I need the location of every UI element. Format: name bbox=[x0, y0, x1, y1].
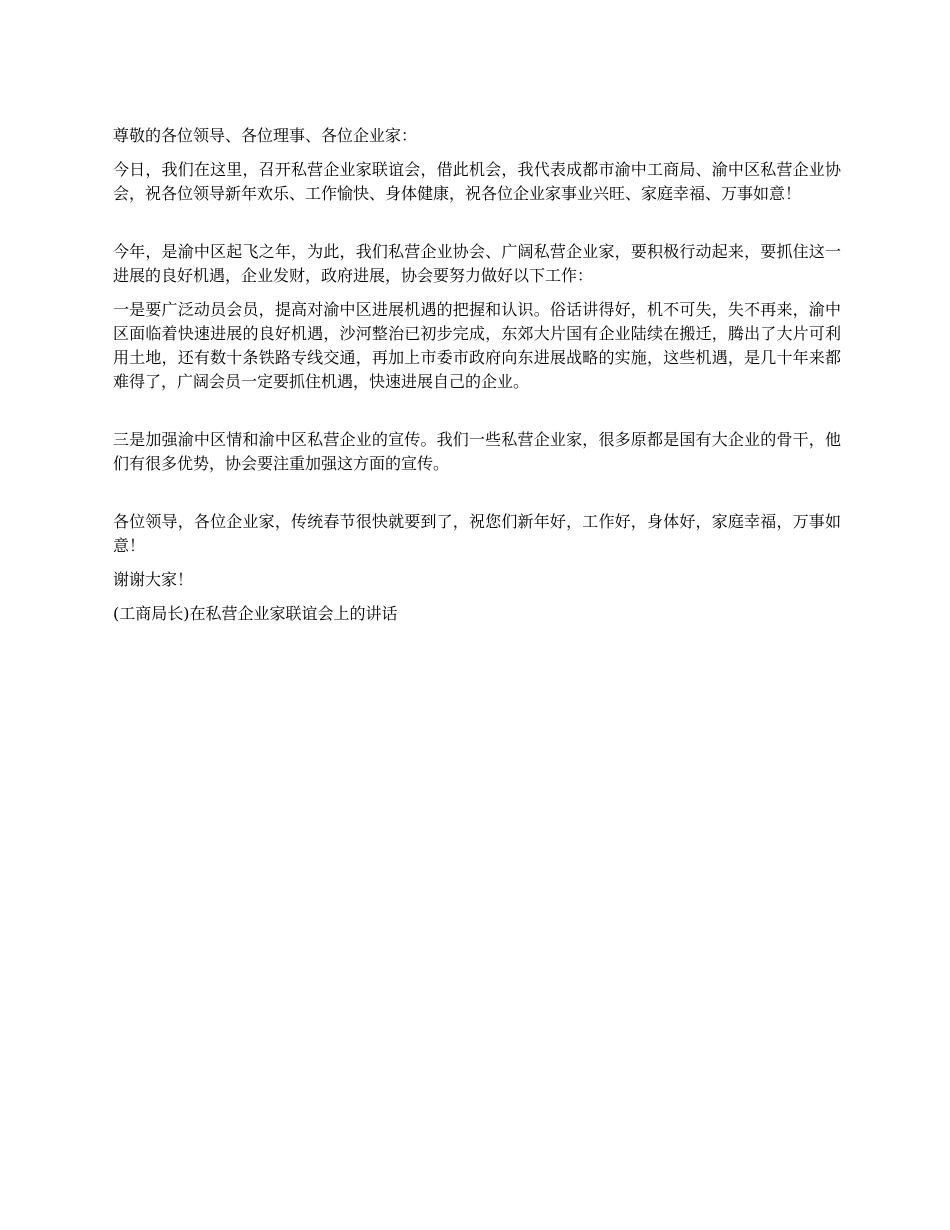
paragraph-point-one: 一是要广泛动员会员，提高对渝中区进展机遇的把握和认识。俗话讲得好，机不可失，失不再来，渝中区面临着快速进展的良好机遇，沙河整治已初步完成，东郊大片国有企业陆续在搬迁，腾出了大片可利用土地，还有数十条铁路专线交通，再加上市委市政府向东进展战略的实施，这些机遇，是几十年来都难得了，广阔会员一定要抓住机遇，快速进展自己的企业。 bbox=[113, 300, 841, 391]
spacer bbox=[113, 592, 841, 602]
paragraph-closing-wishes: 各位领导，各位企业家，传统春节很快就要到了，祝您们新年好，工作好，身体好，家庭幸福，万事如意！ bbox=[113, 512, 841, 555]
spacer bbox=[113, 394, 841, 428]
spacer bbox=[113, 476, 841, 510]
speech-title-line: (工商局长)在私营企业家联谊会上的讲话 bbox=[113, 604, 398, 623]
thanks-line: 谢谢大家！ bbox=[113, 570, 194, 589]
paragraph-greeting: 今日，我们在这里，召开私营企业家联谊会，借此机会，我代表成都市渝中工商局、渝中区私营企业协会，祝各位领导新年欢乐、工作愉快、身体健康，祝各位企业家事业兴旺、家庭幸福、万事如意！ bbox=[113, 160, 841, 203]
paragraph-this-year: 今年，是渝中区起飞之年，为此，我们私营企业协会、广阔私营企业家，要积极行动起来，要抓住这一进展的良好机遇，企业发财，政府进展，协会要努力做好以下工作： bbox=[113, 242, 841, 285]
paragraph-point-three: 三是加强渝中区情和渝中区私营企业的宣传。我们一些私营企业家，很多原都是国有大企业的骨干，他们有很多优势，协会要注重加强这方面的宣传。 bbox=[113, 430, 841, 473]
spacer bbox=[113, 558, 841, 568]
document-page bbox=[113, 124, 841, 626]
spacer bbox=[113, 148, 841, 158]
spacer bbox=[113, 288, 841, 298]
spacer bbox=[113, 206, 841, 240]
salutation: 尊敬的各位领导、各位理事、各位企业家： bbox=[113, 126, 418, 145]
